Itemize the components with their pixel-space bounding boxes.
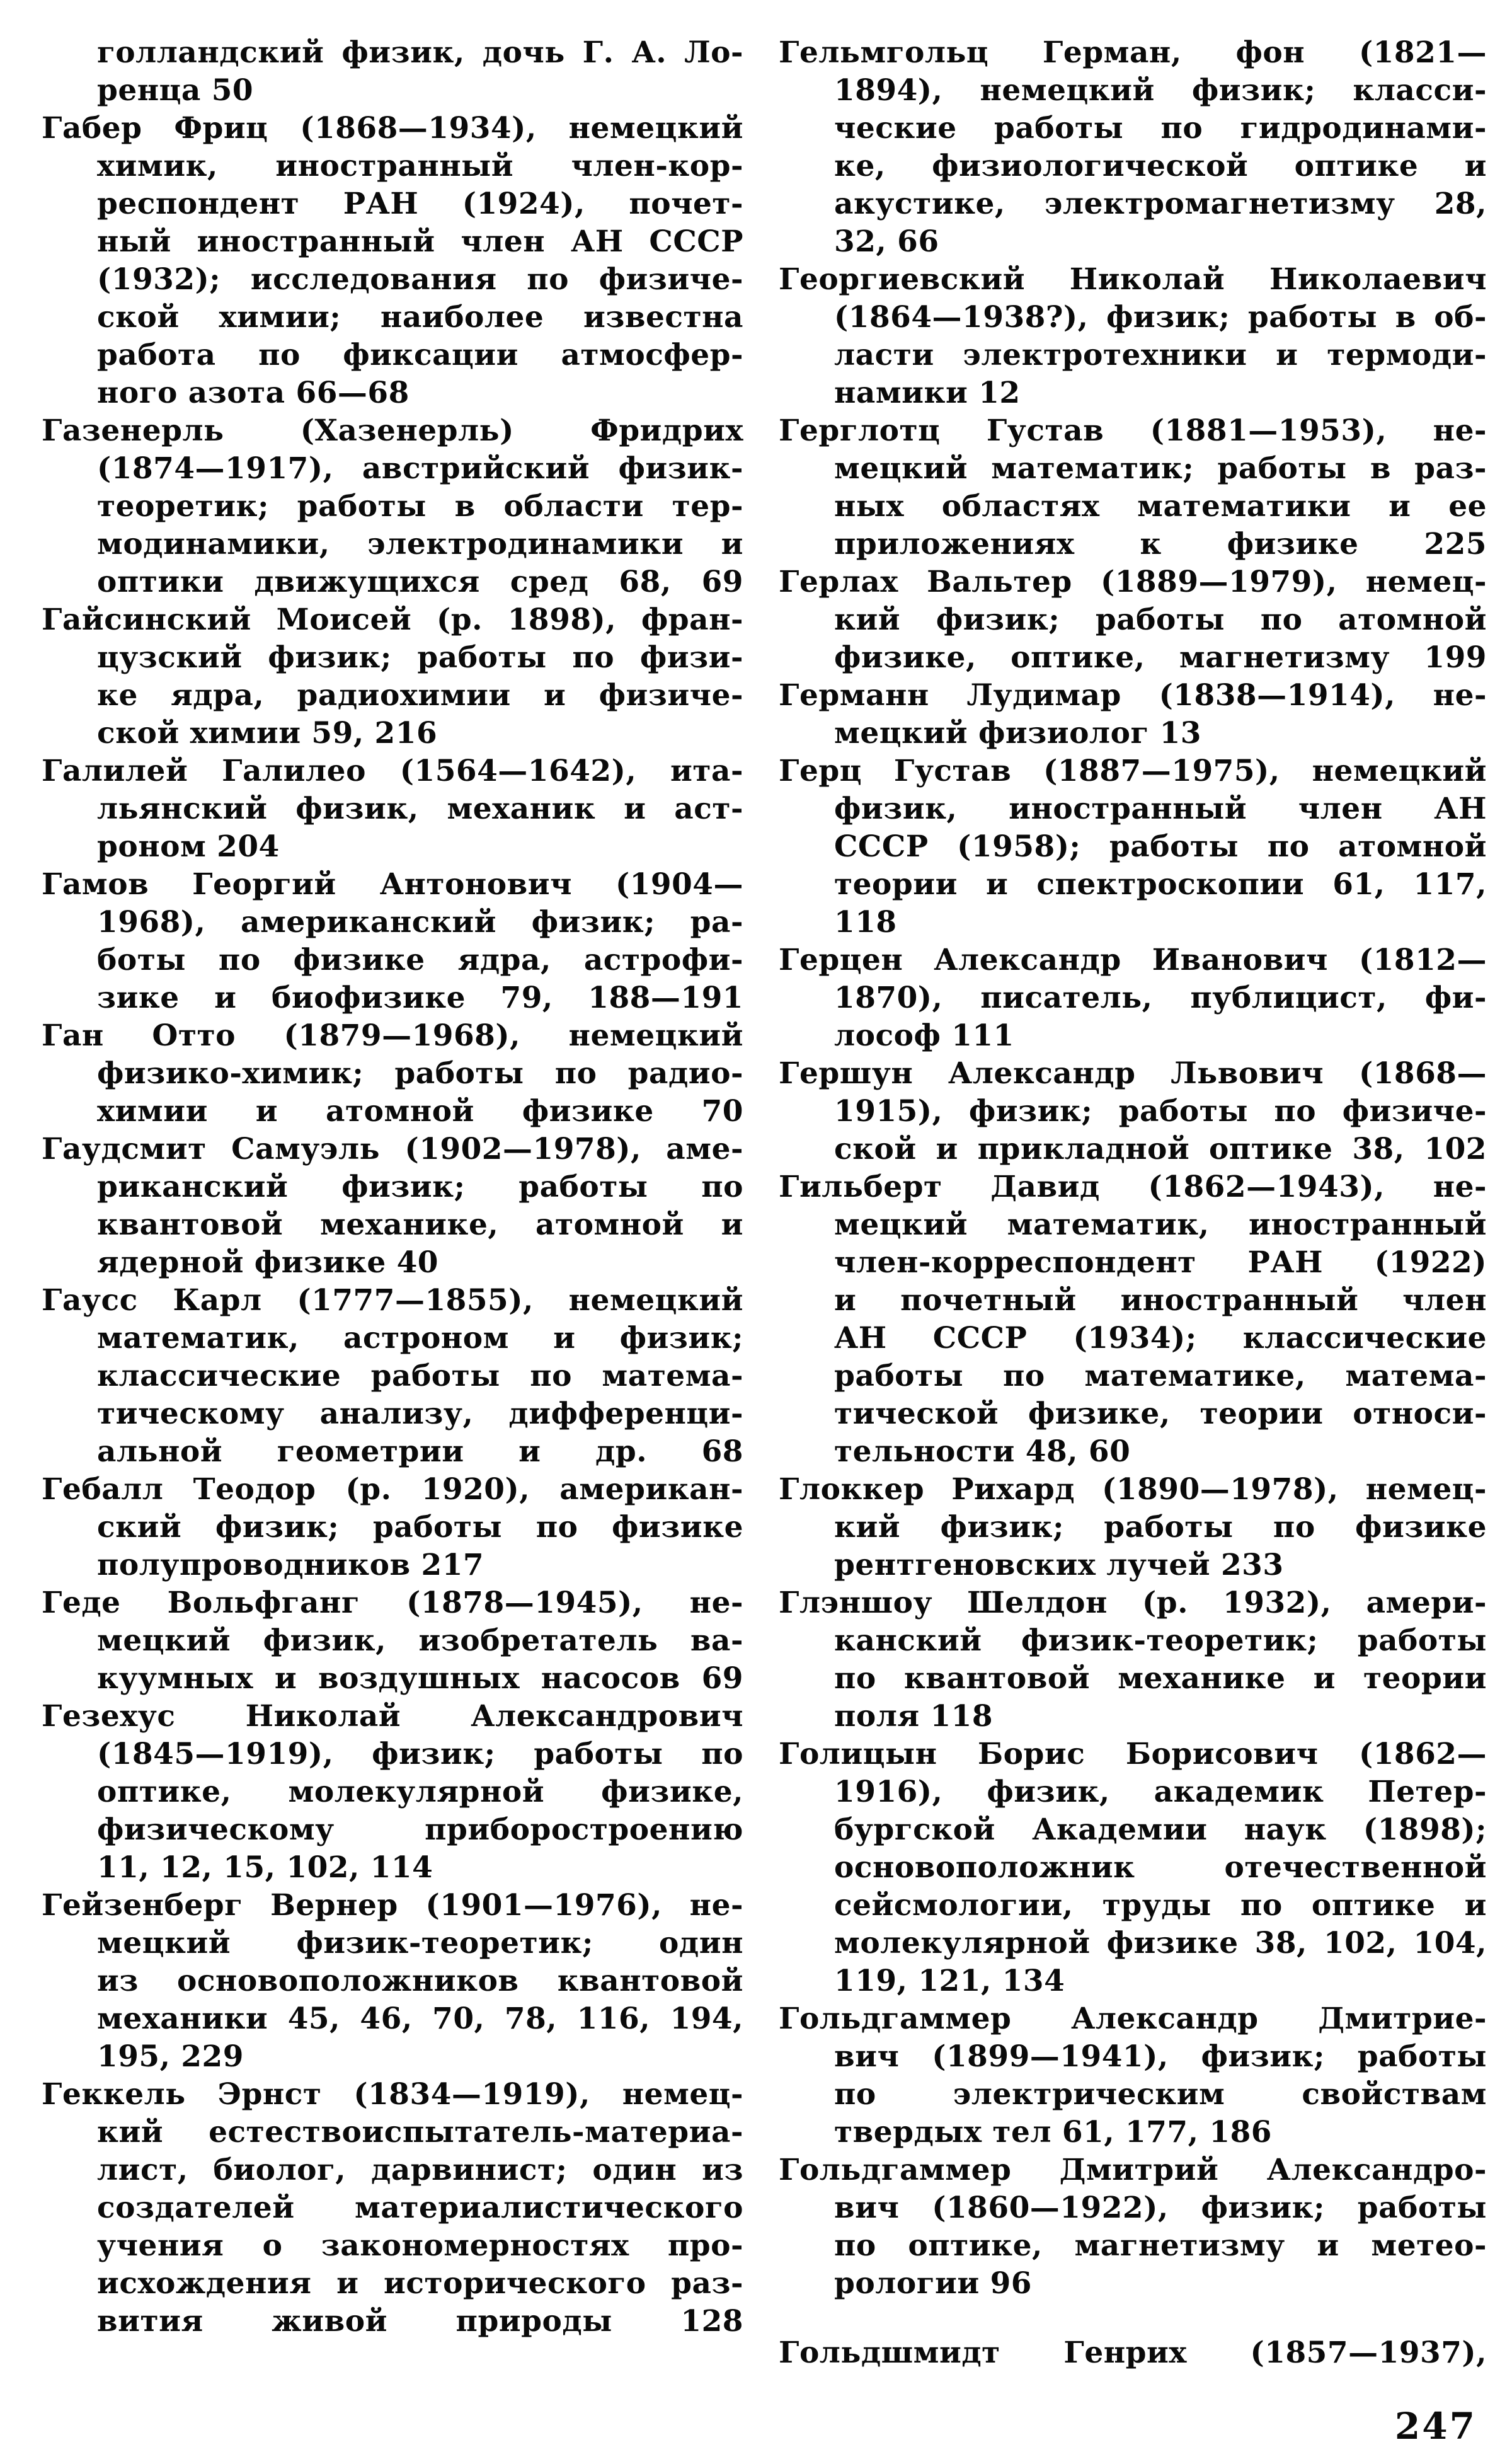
index-line: 119, 121, 134 [834,1964,1065,1998]
index-line: исхождения и исторического раз- [97,2266,743,2301]
index-line: Глоккер Рихард (1890—1978), немец- [779,1472,1487,1507]
index-line: бургской Академии наук (1898); [834,1812,1487,1847]
index-line: ного азота 66—68 [97,376,410,410]
index-line: и почетный иностранный член [834,1283,1487,1318]
index-line: лософ 111 [834,1018,1014,1053]
index-line: Гаусс Карл (1777—1855), немецкий [42,1283,743,1318]
index-line: кий физик; работы по атомной [834,602,1487,637]
index-entry [779,2000,1487,2151]
index-line: Герцен Александр Иванович (1812— [779,943,1487,977]
index-line: теории и спектроскопии 61, 117, [834,867,1487,902]
index-entry [779,1055,1487,1168]
index-entry [779,752,1487,941]
index-line: Гебалл Теодор (р. 1920), американ- [42,1472,743,1507]
index-line: Глэншоу Шелдон (р. 1932), амери- [779,1586,1487,1620]
index-line: Германн Лудимар (1838—1914), не- [779,678,1487,713]
index-line: физическому приборостроению [97,1812,743,1847]
index-line: Гольдгаммер Александр Дмитрие- [779,2001,1487,2036]
index-line: СССР (1958); работы по атомной [834,829,1487,864]
index-column-left [42,34,743,2340]
index-entry [42,752,743,866]
index-entry [42,1131,743,1282]
index-line: тическому анализу, дифференци- [97,1396,743,1431]
index-line: работы по математике, матема- [834,1359,1487,1393]
index-line: вич (1899—1941), физик; работы [834,2039,1487,2074]
index-line: молекулярной физике 38, 102, 104, [834,1926,1487,1960]
index-line: мецкий физик, изобретатель ва- [97,1623,743,1658]
index-entry [42,1887,743,2076]
index-entry [42,34,743,110]
index-entry [42,1698,743,1887]
index-line: Голицын Борис Борисович (1862— [779,1737,1487,1771]
page-number: 247 [1394,2405,1477,2448]
index-line: химии и атомной физике 70 [97,1094,743,1129]
index-entry [42,1282,743,1471]
index-line: ласти электротехники и термоди- [834,338,1487,372]
index-entry [779,563,1487,677]
index-line: твердых тел 61, 177, 186 [834,2115,1272,2150]
index-line: Гольдгаммер Дмитрий Александро- [779,2153,1487,2187]
index-entry [42,1471,743,1584]
index-line: Герц Густав (1887—1975), немецкий [779,754,1487,788]
index-line: боты по физике ядра, астрофи- [97,943,743,977]
index-line: мецкий математик, иностранный [834,1207,1487,1242]
index-line: модинамики, электродинамики и [97,527,743,561]
index-line: Галилей Галилео (1564—1642), ита- [42,754,743,788]
index-line: альной геометрии и др. 68 [97,1434,743,1469]
index-line: из основоположников квантовой [97,1964,743,1998]
index-line: ский физик; работы по физике [97,1510,743,1545]
index-line: математик, астроном и физик; [97,1321,743,1356]
index-line: Габер Фриц (1868—1934), немецкий [42,111,743,146]
index-line: ской химии; наиболее известна [97,300,743,335]
index-line: 1916), физик, академик Петер- [834,1775,1487,1809]
index-line: акустике, электромагнетизму 28, [834,187,1487,221]
index-line: по квантовой механике и теории [834,1661,1487,1696]
index-line: зике и биофизике 79, 188—191 [97,981,743,1015]
index-line: Ган Отто (1879—1968), немецкий [42,1018,743,1053]
index-line: (1864—1938?), физик; работы в об- [834,300,1487,335]
index-line: роном 204 [97,829,280,864]
index-line: ке ядра, радиохимии и физиче- [97,678,743,713]
index-line: теоретик; работы в области тер- [97,489,743,524]
index-line: 1968), американский физик; ра- [97,905,743,940]
index-line: ядерной физике 40 [97,1245,439,1280]
index-line: ской и прикладной оптике 38, 102 [834,1132,1487,1166]
index-line: Гершун Александр Львович (1868— [779,1056,1487,1091]
index-entry [779,1584,1487,1736]
index-line: голландский физик, дочь Г. А. Ло- [97,35,743,70]
index-entry [779,1736,1487,2000]
index-column-right [779,34,1487,2372]
index-line: оптике, молекулярной физике, [97,1775,743,1809]
index-line: физик, иностранный член АН [834,792,1487,826]
index-line: ных областях математики и ее [834,489,1487,524]
index-line: 195, 229 [97,2039,244,2074]
index-line: Гельмгольц Герман, фон (1821— [779,35,1487,70]
index-line: Геде Вольфганг (1878—1945), не- [42,1586,743,1620]
index-entry [42,110,743,412]
index-line: член-корреспондент РАН (1922) [834,1245,1487,1280]
index-line: респондент РАН (1924), почет- [97,187,743,221]
index-line: механики 45, 46, 70, 78, 116, 194, [97,2001,743,2036]
index-line: АН СССР (1934); классические [834,1321,1487,1356]
index-line: ке, физиологической оптике и [834,149,1487,183]
index-line: намики 12 [834,376,1021,410]
index-entry [42,412,743,601]
index-line: кий естествоиспытатель-материа- [97,2115,743,2150]
index-line: мецкий математик; работы в раз- [834,451,1487,486]
index-line: тической физике, теории относи- [834,1396,1487,1431]
index-line: тельности 48, 60 [834,1434,1131,1469]
index-entry [779,2151,1487,2303]
index-line: Герлах Вальтер (1889—1979), немец- [779,565,1487,599]
index-line: вич (1860—1922), физик; работы [834,2191,1487,2225]
index-line: цузский физик; работы по физи- [97,640,743,675]
index-line: ческие работы по гидродинами- [834,111,1487,146]
index-line: канский физик-теоретик; работы [834,1623,1487,1658]
index-line: оптики движущихся сред 68, 69 [97,565,743,599]
index-line: основоположник отечественной [834,1850,1487,1885]
index-line: Гейзенберг Вернер (1901—1976), не- [42,1888,743,1923]
index-line: Гайсинский Моисей (р. 1898), фран- [42,602,743,637]
index-entry [42,1584,743,1698]
index-entry [779,34,1487,261]
index-entry [779,1471,1487,1584]
index-entry [42,1017,743,1131]
index-line: кий физик; работы по физике [834,1510,1487,1545]
index-line: по оптике, магнетизму и метео- [834,2228,1487,2263]
index-line: создателей материалистического [97,2191,743,2225]
index-line: химик, иностранный член-кор- [97,149,743,183]
index-line: ный иностранный член АН СССР [97,224,743,259]
index-line: Геккель Эрнст (1834—1919), немец- [42,2077,743,2112]
index-line: льянский физик, механик и аст- [97,792,743,826]
index-line: учения о закономерностях про- [97,2228,743,2263]
index-line: 32, 66 [834,224,939,259]
index-line: 11, 12, 15, 102, 114 [97,1850,433,1885]
index-line: Газенерль (Хазенерль) Фридрих [42,413,743,448]
index-line: вития живой природы 128 [97,2304,743,2339]
index-line: сейсмологии, труды по оптике и [834,1888,1487,1923]
index-entry [779,677,1487,752]
index-line: риканский физик; работы по [97,1170,743,1204]
index-line: Гильберт Давид (1862—1943), не- [779,1170,1487,1204]
index-entry [42,866,743,1017]
index-line: (1932); исследования по физиче- [97,262,743,297]
index-line: физико-химик; работы по радио- [97,1056,743,1091]
index-line: физике, оптике, магнетизму 199 [834,640,1487,675]
index-line: рентгеновских лучей 233 [834,1548,1284,1582]
index-line: 118 [834,905,897,940]
index-line: полупроводников 217 [97,1548,484,1582]
index-entry [779,261,1487,412]
index-entry [779,941,1487,1055]
index-line: 1870), писатель, публицист, фи- [834,981,1487,1015]
index-entry [42,2076,743,2340]
index-line: приложениях к физике 225 [834,527,1487,561]
index-line: Георгиевский Николай Николаевич [779,262,1487,297]
index-line: Герглотц Густав (1881—1953), не- [779,413,1487,448]
index-line: поля 118 [834,1699,994,1734]
index-line: Гаудсмит Самуэль (1902—1978), аме- [42,1132,743,1166]
index-entry [779,2334,1487,2372]
index-line: 1915), физик; работы по физиче- [834,1094,1487,1129]
index-entry [42,601,743,752]
index-line: куумных и воздушных насосов 69 [97,1661,743,1696]
index-line: мецкий физик-теоретик; один [97,1926,743,1960]
index-line: лист, биолог, дарвинист; один из [97,2153,743,2187]
index-line: классические работы по матема- [97,1359,743,1393]
index-line: Гезехус Николай Александрович [42,1699,743,1734]
index-line: квантовой механике, атомной и [97,1207,743,1242]
index-line: работа по фиксации атмосфер- [97,338,743,372]
index-entry [779,412,1487,563]
index-line: мецкий физиолог 13 [834,716,1201,751]
index-line: ской химии 59, 216 [97,716,438,751]
index-entry [779,1168,1487,1471]
index-line: (1845—1919), физик; работы по [97,1737,743,1771]
index-line: по электрическим свойствам [834,2077,1487,2112]
index-line: Гольдшмидт Генрих (1857—1937), [779,2335,1487,2370]
index-line: Гамов Георгий Антонович (1904— [42,867,743,902]
index-line: рологии 96 [834,2266,1032,2301]
index-line: 1894), немецкий физик; класси- [834,73,1487,108]
index-line: (1874—1917), австрийский физик- [97,451,743,486]
index-line: ренца 50 [97,73,254,108]
